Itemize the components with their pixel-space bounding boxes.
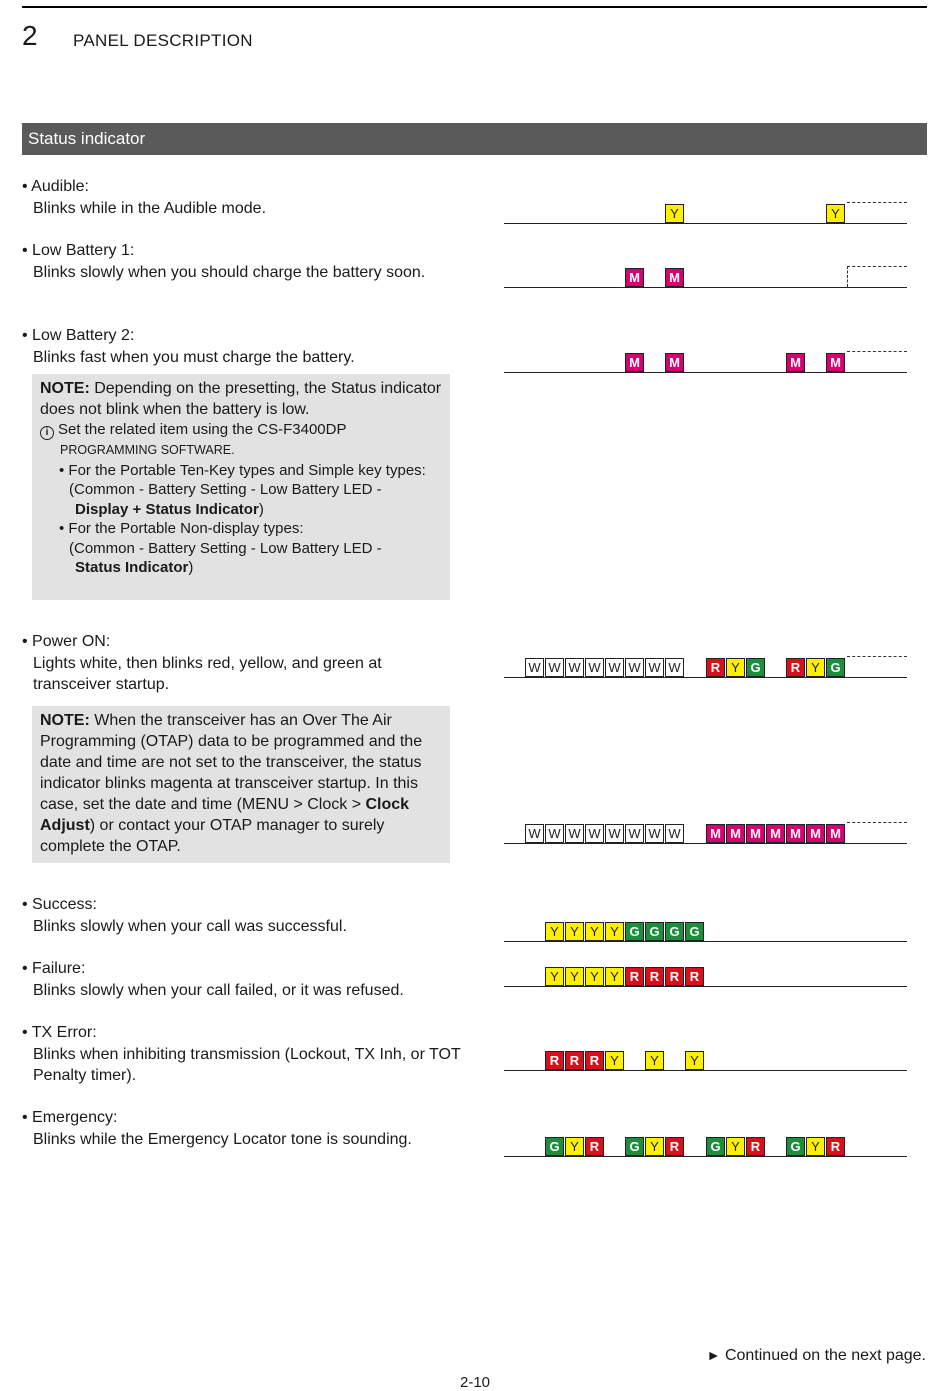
- led-block-g: G: [685, 922, 704, 941]
- led-block-m: M: [706, 824, 725, 843]
- led-block-g: G: [545, 1137, 564, 1156]
- entry-tx-error: [22, 1022, 462, 1087]
- led-block-r: R: [706, 658, 725, 677]
- note-otap: [32, 706, 450, 863]
- continued-note: [707, 1347, 926, 1365]
- top-rule: [22, 6, 927, 8]
- entry-desc: Lights white, then blinks red, yellow, and green at transceiver startup.: [33, 654, 382, 693]
- led-block-m: M: [665, 353, 684, 372]
- note-bullet-tenkey: • For the Portable Ten-Key types and Simple key types:: [59, 461, 426, 479]
- led-block-r: R: [645, 967, 664, 986]
- led-block-w: W: [545, 824, 564, 843]
- led-block-r: R: [826, 1137, 845, 1156]
- entry-title: • Low Battery 2:: [22, 327, 135, 344]
- note-path-tenkey: (Common - Battery Setting - Low Battery LED -: [69, 481, 382, 498]
- led-block-r: R: [665, 967, 684, 986]
- timeline-continuation: [847, 656, 907, 657]
- led-block-m: M: [665, 268, 684, 287]
- led-block-y: Y: [545, 922, 564, 941]
- entry-title: • Emergency:: [22, 1109, 118, 1126]
- entry-title: • Failure:: [22, 960, 86, 977]
- led-block-g: G: [665, 922, 684, 941]
- page-number: 2-10: [459, 1374, 491, 1391]
- entry-desc: Blinks slowly when your call was successful.: [33, 917, 347, 935]
- led-block-y: Y: [826, 204, 845, 223]
- led-block-w: W: [625, 658, 644, 677]
- entry-desc: Blinks when inhibiting transmission (Lockout, TX Inh, or TOT Penalty timer).: [33, 1045, 461, 1084]
- led-block-y: Y: [605, 1051, 624, 1070]
- led-block-y: Y: [726, 658, 745, 677]
- arrow-right-icon: ►: [706, 1347, 721, 1363]
- entry-title: • TX Error:: [22, 1024, 97, 1041]
- timeline-continuation: [847, 202, 907, 203]
- entry-title: • Low Battery 1:: [22, 242, 135, 259]
- led-block-y: Y: [565, 1137, 584, 1156]
- led-block-w: W: [545, 658, 564, 677]
- entry-title: • Power ON:: [22, 633, 111, 650]
- led-block-r: R: [625, 967, 644, 986]
- note-text: Depending on the presetting, the Status indicator does not blink when the battery is low.: [40, 380, 442, 418]
- entry-title: • Audible:: [22, 178, 89, 195]
- timeline-continuation: [847, 351, 907, 352]
- led-block-w: W: [665, 824, 684, 843]
- led-block-y: Y: [585, 922, 604, 941]
- led-block-m: M: [826, 824, 845, 843]
- led-block-m: M: [625, 268, 644, 287]
- led-block-r: R: [665, 1137, 684, 1156]
- led-block-y: Y: [806, 658, 825, 677]
- timeline-continuation: [847, 822, 907, 823]
- led-block-w: W: [605, 824, 624, 843]
- led-block-r: R: [685, 967, 704, 986]
- entry-desc: Blinks slowly when your call failed, or it was refused.: [33, 981, 404, 999]
- timeline-baseline: [504, 941, 907, 942]
- led-block-r: R: [545, 1051, 564, 1070]
- led-block-y: Y: [605, 922, 624, 941]
- entry-failure: [22, 958, 462, 1001]
- info-icon: i: [40, 426, 54, 440]
- note-path-close: ): [188, 559, 194, 576]
- timeline-baseline: [504, 1070, 907, 1071]
- entry-title: • Success:: [22, 896, 97, 913]
- continued-text: Continued on the next page.: [724, 1347, 926, 1364]
- led-block-m: M: [786, 353, 805, 372]
- led-block-y: Y: [545, 967, 564, 986]
- led-block-w: W: [565, 658, 584, 677]
- timeline-baseline: [504, 223, 907, 224]
- entry-emergency: [22, 1107, 462, 1150]
- led-block-g: G: [625, 922, 644, 941]
- led-block-m: M: [625, 353, 644, 372]
- entry-desc: Blinks fast when you must charge the battery.: [33, 348, 355, 366]
- note-path-nondisplay-bold: Status Indicator: [75, 559, 189, 576]
- led-block-w: W: [525, 658, 544, 677]
- entry-desc: Blinks while the Emergency Locator tone is sounding.: [33, 1130, 412, 1148]
- note-low-battery: [32, 374, 450, 600]
- led-block-y: Y: [565, 922, 584, 941]
- led-block-m: M: [826, 353, 845, 372]
- led-block-g: G: [706, 1137, 725, 1156]
- timeline-continuation-edge: [847, 266, 848, 287]
- led-block-m: M: [726, 824, 745, 843]
- led-block-y: Y: [565, 967, 584, 986]
- timeline-baseline: [504, 287, 907, 288]
- led-block-g: G: [625, 1137, 644, 1156]
- timeline-baseline: [504, 986, 907, 987]
- entry-desc: Blinks while in the Audible mode.: [33, 199, 267, 217]
- led-block-w: W: [565, 824, 584, 843]
- led-block-y: Y: [605, 967, 624, 986]
- timeline-baseline: [504, 843, 907, 844]
- led-block-w: W: [665, 658, 684, 677]
- chapter-number: 2: [22, 20, 38, 51]
- led-block-g: G: [645, 922, 664, 941]
- led-block-r: R: [786, 658, 805, 677]
- led-block-w: W: [645, 658, 664, 677]
- led-block-m: M: [746, 824, 765, 843]
- note-label: NOTE:: [40, 712, 90, 729]
- entry-success: [22, 894, 462, 937]
- led-block-w: W: [585, 824, 604, 843]
- led-block-m: M: [766, 824, 785, 843]
- led-block-g: G: [826, 658, 845, 677]
- timeline-baseline: [504, 1156, 907, 1157]
- timeline-baseline: [504, 677, 907, 678]
- note-label: NOTE:: [40, 380, 90, 397]
- note-path-nondisplay: (Common - Battery Setting - Low Battery LED -: [69, 539, 382, 557]
- note-text-end: ) or contact your OTAP manager to surely complete the OTAP.: [40, 817, 385, 855]
- led-block-w: W: [625, 824, 644, 843]
- led-block-y: Y: [726, 1137, 745, 1156]
- led-block-r: R: [565, 1051, 584, 1070]
- note-bullet-nondisplay: • For the Portable Non-display types:: [59, 520, 304, 537]
- led-block-y: Y: [645, 1051, 664, 1070]
- led-block-g: G: [786, 1137, 805, 1156]
- entry-low-battery-2: [22, 325, 462, 368]
- entry-power-on: [22, 631, 462, 696]
- led-block-g: G: [746, 658, 765, 677]
- led-block-r: R: [746, 1137, 765, 1156]
- entry-desc: Blinks slowly when you should charge the battery soon.: [33, 263, 426, 281]
- led-block-m: M: [806, 824, 825, 843]
- entry-audible: [22, 176, 462, 219]
- timeline-baseline: [504, 372, 907, 373]
- note-path-close: ): [258, 500, 264, 518]
- led-block-y: Y: [665, 204, 684, 223]
- note-info-software: PROGRAMMING SOFTWARE.: [60, 443, 235, 457]
- chapter-title: PANEL DESCRIPTION: [73, 31, 253, 50]
- timeline-continuation: [847, 266, 907, 267]
- led-block-r: R: [585, 1137, 604, 1156]
- section-title: Status indicator: [22, 123, 927, 155]
- note-text: When the transceiver has an Over The Air Programming (OTAP) data to be programmed and the date and time are not set to the transceiver, the status indicator blinks magenta at transceiver startup. In this case, set the date and time (MENU > Clock >: [40, 712, 423, 813]
- led-block-w: W: [645, 824, 664, 843]
- led-block-y: Y: [685, 1051, 704, 1070]
- led-block-w: W: [605, 658, 624, 677]
- note-info-text: Set the related item using the CS-F3400DP: [58, 421, 347, 438]
- led-block-w: W: [585, 658, 604, 677]
- led-block-y: Y: [585, 967, 604, 986]
- led-block-y: Y: [806, 1137, 825, 1156]
- note-path-tenkey-bold: Display + Status Indicator: [75, 500, 259, 518]
- led-block-w: W: [525, 824, 544, 843]
- note-bold-clock-adjust: Clock Adjust: [40, 796, 410, 834]
- entry-low-battery-1: [22, 240, 462, 283]
- led-block-r: R: [585, 1051, 604, 1070]
- led-block-m: M: [786, 824, 805, 843]
- led-block-y: Y: [645, 1137, 664, 1156]
